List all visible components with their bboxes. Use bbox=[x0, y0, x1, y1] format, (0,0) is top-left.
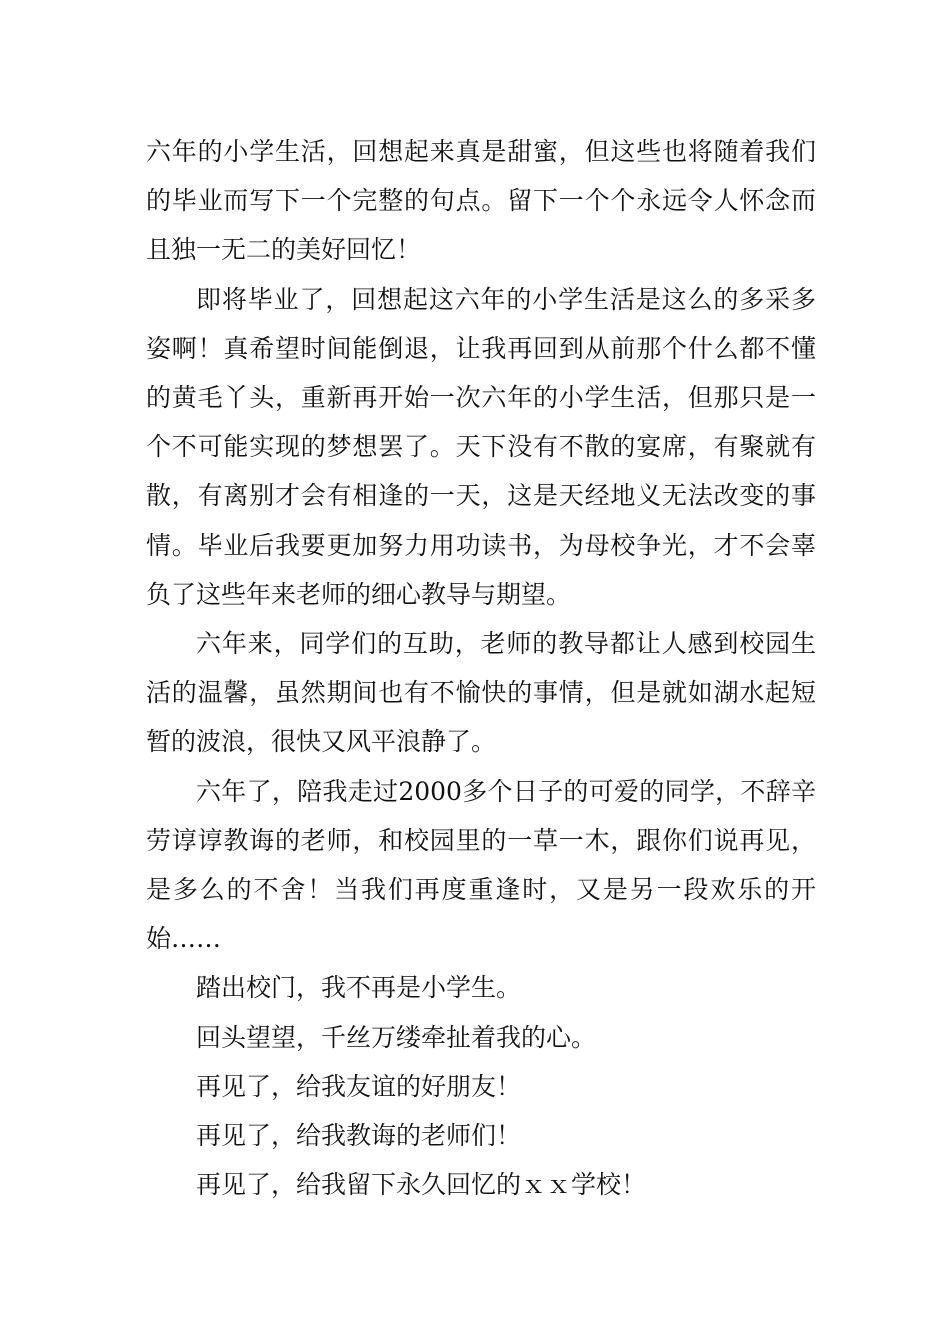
document-body bbox=[146, 127, 816, 1209]
paragraph-4: 六年了，陪我走过2000多个日子的可爱的同学，不辞辛劳谆谆教诲的老师，和校园里的一草一木，跟你们说再见，是多么的不舍！当我们再度重逢时，又是另一段欢乐的开始…… bbox=[146, 776, 816, 954]
poem-line-1: 踏出校门，我不再是小学生。 bbox=[196, 973, 522, 1003]
poem-line-2: 回头望望，千丝万缕牵扯着我的心。 bbox=[196, 1022, 597, 1052]
paragraph-1: 六年的小学生活，回想起来真是甜蜜，但这些也将随着我们的毕业而写下一个完整的句点。留下一个个永远令人怀念而且独一无二的美好回忆！ bbox=[146, 137, 816, 265]
paragraph-2: 即将毕业了，回想起这六年的小学生活是这么的多采多姿啊！真希望时间能倒退，让我再回到从前那个什么都不懂的黄毛丫头，重新再开始一次六年的小学生活，但那只是一个不可能实现的梦想罢了。天下没有不散的宴席，有聚就有散，有离别才会有相逢的一天，这是天经地义无法改变的事情。毕业后我要更加努力用功读书，为母校争光，才不会辜负了这些年来老师的细心教导与期望。 bbox=[146, 284, 816, 609]
poem-line-5: 再见了，给我留下永久回忆的ｘｘ学校！ bbox=[196, 1170, 647, 1200]
paragraph-3: 六年来，同学们的互助，老师的教导都让人感到校园生活的温馨，虽然期间也有不愉快的事情，但是就如湖水起短暂的波浪，很快又风平浪静了。 bbox=[146, 629, 816, 757]
poem-line-4: 再见了，给我教诲的老师们！ bbox=[196, 1121, 522, 1151]
poem-line-3: 再见了，给我友谊的好朋友！ bbox=[196, 1071, 522, 1101]
